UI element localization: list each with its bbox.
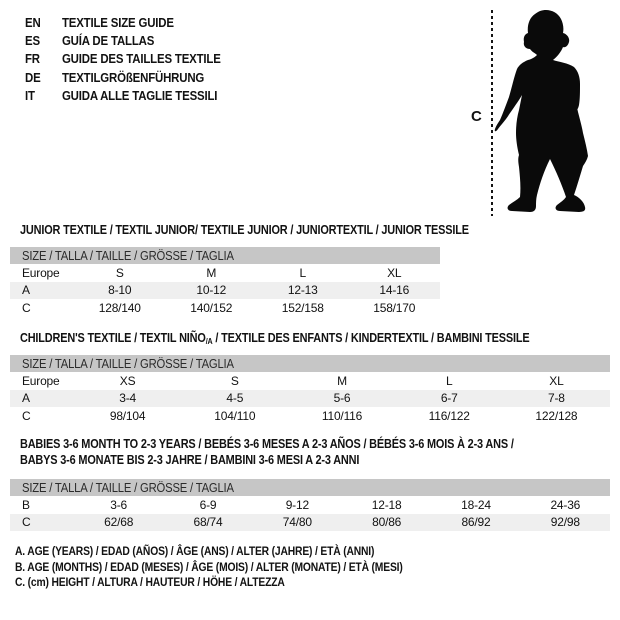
table-cell: S — [115, 265, 124, 280]
row-label: C — [22, 515, 31, 530]
babies-title-line2: BABYS 3-6 MONATE BIS 2-3 JAHRE / BAMBINI 3-6 MESI A 2-3 ANNI — [20, 451, 360, 467]
table-cell: 158/170 — [373, 300, 416, 315]
size-header-text: SIZE / TALLA / TAILLE / GRÖSSE / TAGLIA — [22, 480, 234, 495]
table-row-age-months — [10, 496, 610, 514]
children-table-title — [20, 330, 529, 350]
table-cell: 116/122 — [428, 408, 470, 423]
junior-size-table — [10, 247, 440, 317]
language-header — [25, 13, 221, 105]
table-cell: 104/110 — [214, 408, 256, 423]
table-cell: M — [206, 265, 217, 280]
table-row-age — [10, 390, 610, 408]
table-cell: 8-10 — [108, 283, 132, 298]
table-cell: 10-12 — [196, 283, 227, 298]
table-cell: XS — [119, 373, 136, 388]
table-cell: 140/152 — [190, 300, 233, 315]
language-label: TEXTILGRÖßENFÜHRUNG — [61, 69, 205, 85]
table-cell: 4-5 — [226, 391, 244, 406]
table-cell: 3-6 — [110, 497, 128, 512]
table-cell: 110/116 — [321, 408, 363, 423]
table-cell: 98/104 — [109, 408, 146, 423]
language-row-es — [25, 31, 221, 49]
table-cell: 62/68 — [104, 515, 134, 530]
size-header-bar — [10, 355, 610, 372]
table-cell: 7-8 — [548, 391, 565, 406]
language-code: FR — [25, 51, 40, 67]
table-row-europe — [10, 264, 440, 282]
table-cell: XL — [387, 265, 402, 280]
children-title-post: / TEXTILE DES ENFANTS / KINDERTEXTIL / BAMBINI TESSILE — [212, 330, 530, 345]
language-code: ES — [25, 33, 40, 49]
table-cell: 12-13 — [287, 283, 318, 298]
language-code: IT — [25, 88, 35, 104]
table-row-europe — [10, 372, 610, 390]
table-cell: S — [230, 373, 239, 388]
language-row-it — [25, 87, 221, 105]
table-cell: 6-9 — [199, 497, 217, 512]
language-label: GUÍA DE TALLAS — [61, 33, 155, 49]
table-cell: 6-7 — [440, 391, 458, 406]
table-cell: 14-16 — [379, 283, 410, 298]
row-label: B — [22, 497, 30, 512]
row-label: C — [22, 300, 31, 315]
table-row-height — [10, 407, 610, 425]
language-row-en — [25, 13, 221, 31]
language-label: GUIDE DES TAILLES TEXTILE — [61, 51, 221, 67]
babies-title-line1: BABIES 3-6 MONTH TO 2-3 YEARS / BEBÉS 3-6 MESES A 2-3 AÑOS / BÉBÉS 3-6 MOIS À 2-3 ANS / — [20, 436, 514, 451]
size-header-text: SIZE / TALLA / TAILLE / GRÖSSE / TAGLIA — [22, 248, 234, 263]
legend-line-b: B. AGE (MONTHS) / EDAD (MESES) / ÂGE (MOIS) / ALTER (MONATE) / ETÀ (MESI) — [15, 559, 403, 574]
table-cell: 152/158 — [281, 300, 324, 315]
table-cell: M — [337, 373, 347, 388]
table-cell: L — [445, 373, 453, 388]
legend-line-c: C. (cm) HEIGHT / ALTURA / HAUTEUR / HÖHE / ALTEZZA — [15, 575, 285, 590]
row-label: Europe — [22, 265, 60, 280]
table-cell: 12-18 — [371, 497, 402, 512]
children-title-pre: CHILDREN'S TEXTILE / TEXTIL NIÑO — [20, 330, 206, 345]
table-cell: XL — [549, 373, 564, 388]
language-row-de — [25, 68, 221, 86]
table-cell: L — [299, 265, 306, 280]
babies-size-table — [10, 479, 610, 531]
row-label: Europe — [22, 373, 60, 388]
language-row-fr — [25, 50, 221, 68]
junior-table-title: JUNIOR TEXTILE / TEXTIL JUNIOR/ TEXTILE JUNIOR / JUNIORTEXTIL / JUNIOR TESSILE — [20, 222, 469, 237]
table-cell: 3-4 — [119, 391, 136, 406]
table-cell: 86/92 — [461, 515, 491, 530]
children-title-subscript: /A — [205, 336, 213, 346]
language-label: TEXTILE SIZE GUIDE — [61, 14, 174, 30]
table-row-height — [10, 514, 610, 532]
row-label: A — [22, 283, 30, 298]
table-row-height — [10, 299, 440, 317]
table-cell: 18-24 — [461, 497, 491, 512]
babies-table-title — [20, 436, 514, 467]
row-label: A — [22, 391, 30, 406]
table-row-age — [10, 282, 440, 300]
height-measure-label: C — [471, 108, 482, 125]
legend-line-a: A. AGE (YEARS) / EDAD (AÑOS) / ÂGE (ANS) / ALTER (JAHRE) / ETÀ (ANNI) — [15, 544, 375, 558]
table-cell: 24-36 — [550, 497, 581, 512]
children-size-table — [10, 355, 610, 425]
row-label: C — [22, 408, 31, 423]
language-code: EN — [25, 14, 41, 30]
table-cell: 128/140 — [98, 300, 141, 315]
measurement-legend — [15, 544, 403, 591]
size-header-bar — [10, 479, 610, 496]
size-header-text: SIZE / TALLA / TAILLE / GRÖSSE / TAGLIA — [22, 356, 234, 371]
table-cell: 122/128 — [535, 408, 578, 423]
table-cell: 92/98 — [550, 515, 580, 530]
table-cell: 74/80 — [282, 515, 312, 530]
language-label: GUIDA ALLE TAGLIE TESSILI — [61, 88, 218, 104]
table-cell: 80/86 — [372, 515, 402, 530]
table-cell: 68/74 — [193, 515, 223, 530]
toddler-silhouette-icon — [494, 7, 598, 216]
table-cell: 5-6 — [333, 391, 351, 406]
size-header-bar — [10, 247, 440, 264]
table-cell: 9-12 — [285, 497, 309, 512]
language-code: DE — [25, 69, 41, 85]
height-dotted-line — [491, 10, 493, 216]
